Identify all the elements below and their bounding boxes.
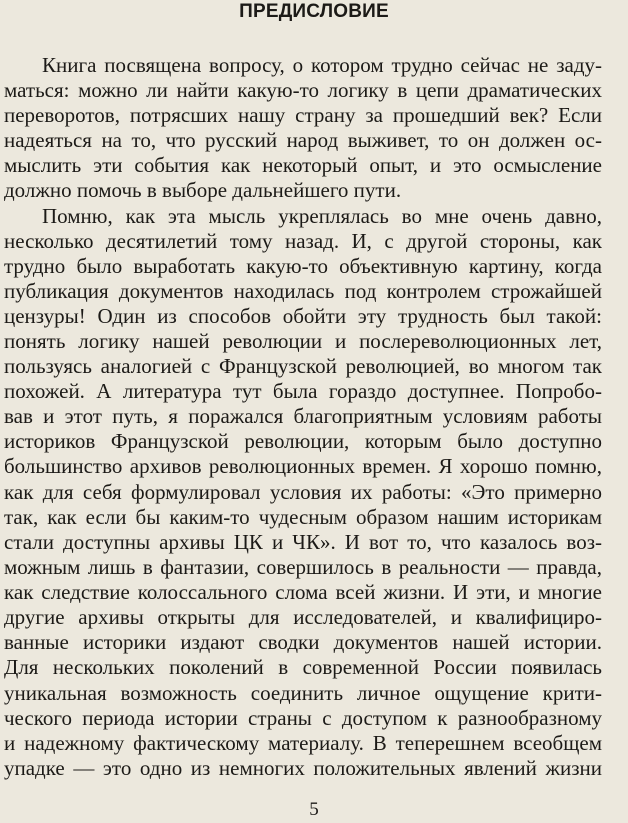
- text-line: понять логику нашей революции и послереволюционных лет,: [4, 329, 602, 353]
- text-line: так, как если бы каким-то чудесным образом нашим историкам: [4, 505, 602, 529]
- text-line: можным лишь в фантазии, совершилось в реальности — правда,: [4, 555, 602, 579]
- text-line: вав и этот путь, я поражался благоприятным условиям работы: [4, 404, 602, 428]
- text-line: публикация документов находилась под контролем строжайшей: [4, 279, 602, 303]
- text-line: Книга посвящена вопросу, о котором трудно сейчас не заду-: [42, 53, 602, 77]
- text-line: Помню, как эта мысль укреплялась во мне очень давно,: [42, 204, 602, 228]
- text-line: историков Французской революции, которым было доступно: [4, 429, 602, 453]
- text-line: ческого периода истории страны с доступом к разнообразному: [4, 706, 602, 730]
- text-line: как для себя формулировал условия их работы: «Это примерно: [4, 480, 602, 504]
- text-line: цензуры! Один из способов обойти эту трудность был такой:: [4, 304, 602, 328]
- page-heading: ПРЕДИСЛОВИЕ: [239, 1, 389, 22]
- text-line: маться: можно ли найти какую-то логику в цепи драматических: [4, 78, 602, 102]
- text-line: переворотов, потрясших нашу страну за прошедший век? Если: [4, 103, 602, 127]
- text-line: должно помочь в выборе дальнейшего пути.: [4, 178, 402, 202]
- text-line: большинство архивов революционных времен. Я хорошо помню,: [4, 454, 602, 478]
- text-line: другие архивы открыты для исследователей, и квалифициро-: [4, 605, 602, 629]
- page-number: 5: [309, 799, 319, 820]
- text-line: и надежному фактическому материалу. В теперешнем всеобщем: [4, 731, 602, 755]
- text-line: похожей. А литература тут была гораздо доступнее. Попробо-: [4, 379, 602, 403]
- text-line: пользуясь аналогией с Французской революцией, во многом так: [4, 354, 602, 378]
- text-line: Для нескольких поколений в современной России появилась: [4, 655, 602, 679]
- text-line: трудно было выработать какую-то объективную картину, когда: [4, 254, 602, 278]
- text-line: упадке — это одно из немногих положительных явлений жизни: [4, 756, 602, 780]
- text-line: надеяться на то, что русский народ выживет, то он должен ос-: [4, 128, 602, 152]
- text-line: как следствие колоссального слома всей жизни. И эти, и многие: [4, 580, 602, 604]
- text-line: стали доступны архивы ЦК и ЧК». И вот то, что казалось воз-: [4, 530, 602, 554]
- text-line: ванные историки издают сводки документов нашей истории.: [4, 630, 602, 654]
- text-line: уникальная возможность соединить личное ощущение крити-: [4, 681, 602, 705]
- text-line: несколько десятилетий тому назад. И, с другой стороны, как: [4, 229, 602, 253]
- text-line: мыслить эти события как некоторый опыт, и это осмысление: [4, 153, 602, 177]
